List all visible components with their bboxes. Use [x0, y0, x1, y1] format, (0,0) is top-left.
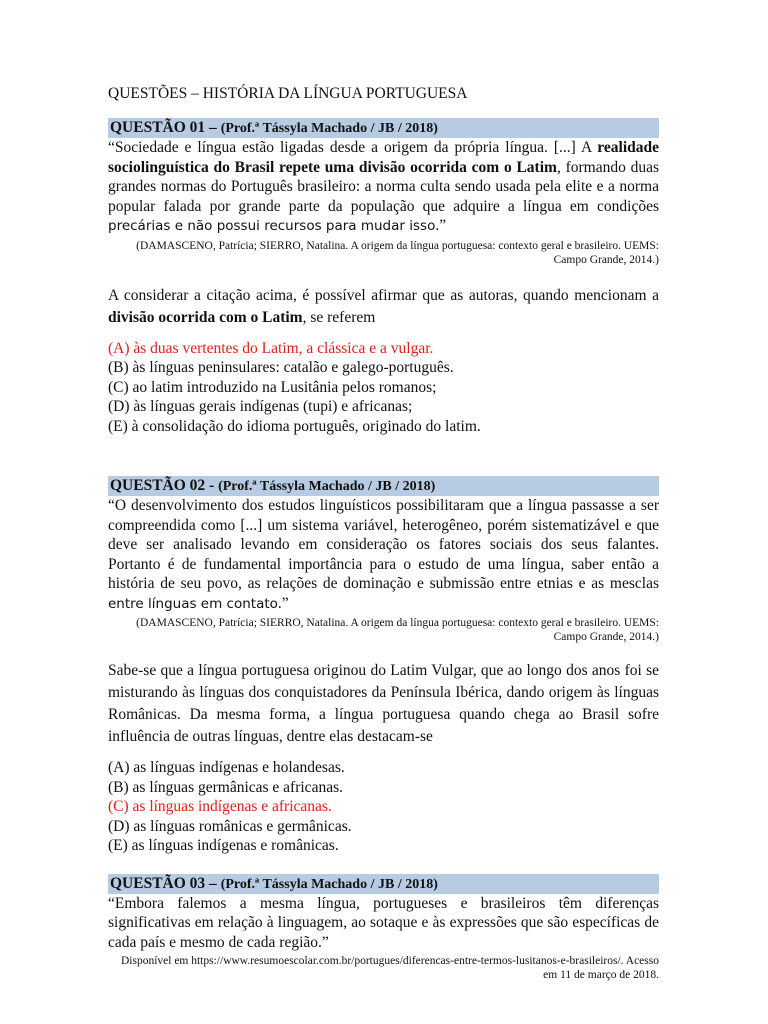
question-03-number: QUESTÃO 03 – [110, 874, 221, 892]
quote-text: “O desenvolvimento dos estudos linguísticos possibilitaram que a língua passasse a ser compreendida como [...] um sistema variável, heterogêneo, porém sistematizável e que deve ser analisado levando em consideração os fatores sociais dos seus falantes. Portanto é de fundamental importância para o estudo de uma língua, saber então a história de seu povo, as relações de dominação e submissão entre etnias e as mesclas [108, 497, 659, 592]
quote-text: .” [277, 594, 289, 612]
option-a: (A) às duas vertentes do Latim, a clássica e a vulgar. [108, 339, 434, 357]
quote-text: .” [435, 217, 447, 234]
question-03-quote: “Embora falemos a mesma língua, portugueses e brasileiros têm diferenças significativas em relação à linguagem, ao sotaque e às expressões que são específicas de cada país e mesmo de cada região.” [108, 894, 659, 951]
document-title: QUESTÕES – HISTÓRIA DA LÍNGUA PORTUGUESA [108, 85, 468, 102]
option-b: (B) às línguas peninsulares: catalão e galego-português. [108, 359, 454, 376]
quote-text: “Sociedade e língua estão ligadas desde a origem da própria língua. [...] A [108, 139, 598, 156]
quote-text: , formando duas grandes normas do Português brasileiro: a norma culta sendo usada pela elite e a norma popular falada por grande parte da população que adquire a língua em condições [108, 158, 659, 215]
question-01-number: QUESTÃO 01 – [110, 119, 221, 136]
prompt-text: A considerar a citação acima, é possível afirmar que as autoras, quando mencionam a [108, 286, 659, 304]
quote-emphasis: realidade sociolinguística do Brasil repete uma divisão ocorrida com o Latim [108, 139, 659, 176]
question-01-quote [108, 138, 659, 237]
question-01-author: (Prof.ª Tássyla Machado / JB / 2018) [220, 121, 438, 136]
question-02-quote [108, 496, 659, 614]
option-d: (D) as línguas românicas e germânicas. [108, 817, 352, 835]
question-01-header [108, 118, 659, 138]
option-c: (C) as línguas indígenas e africanas. [108, 798, 332, 815]
question-02-author: (Prof.ª Tássyla Machado / JB / 2018) [218, 479, 436, 494]
option-e: (E) à consolidação do idioma português, originado do latim. [108, 417, 481, 435]
question-03-header [108, 874, 659, 894]
document-content [108, 84, 659, 982]
option-a: (A) as línguas indígenas e holandesas. [108, 759, 345, 776]
quote-text-sans: entre línguas em contato [108, 595, 278, 612]
question-03-author: (Prof.ª Tássyla Machado / JB / 2018) [220, 876, 438, 892]
question-02-options [108, 758, 659, 856]
question-02-number: QUESTÃO 02 - [110, 477, 219, 494]
question-03-source: Disponível em https://www.resumoescolar.com.br/portugues/diferencas-entre-termos-lusitanos-e-brasileiros/. Acesso em 11 de março de 2018. [120, 955, 659, 981]
option-b: (B) as línguas germânicas e africanas. [108, 778, 343, 796]
prompt-emphasis: divisão ocorrida com o Latim [108, 308, 303, 326]
quote-text-sans: precárias e não possui recursos para mudar isso [108, 218, 436, 234]
question-02-header [108, 476, 659, 496]
prompt-text: , se referem [302, 308, 376, 326]
question-01-options [108, 339, 659, 437]
option-e: (E) as línguas indígenas e românicas. [108, 837, 339, 854]
question-01-source: (DAMASCENO, Patrícia; SIERRO, Natalina. A origem da língua portuguesa: contexto geral e brasileiro. UEMS: Campo Grande, 2014.) [136, 239, 659, 266]
question-03 [108, 874, 659, 983]
question-02-source: (DAMASCENO, Patrícia; SIERRO, Natalina. A origem da língua portuguesa: contexto geral e brasileiro. UEMS: Campo Grande, 2014.) [136, 617, 659, 643]
option-c: (C) ao latim introduzido na Lusitânia pelos romanos; [108, 378, 437, 396]
question-01 [108, 118, 659, 436]
question-01-prompt [108, 285, 659, 329]
question-02 [108, 476, 659, 856]
question-02-prompt: Sabe-se que a língua portuguesa originou do Latim Vulgar, que ao longo dos anos foi se misturando às línguas dos conquistadores da Península Ibérica, dando origem às línguas Românicas. Da mesma forma, a língua portuguesa quando chega ao Brasil sofre influência de outras línguas, dentre elas destacam-se [108, 662, 659, 745]
option-d: (D) às línguas gerais indígenas (tupi) e africanas; [108, 398, 413, 415]
